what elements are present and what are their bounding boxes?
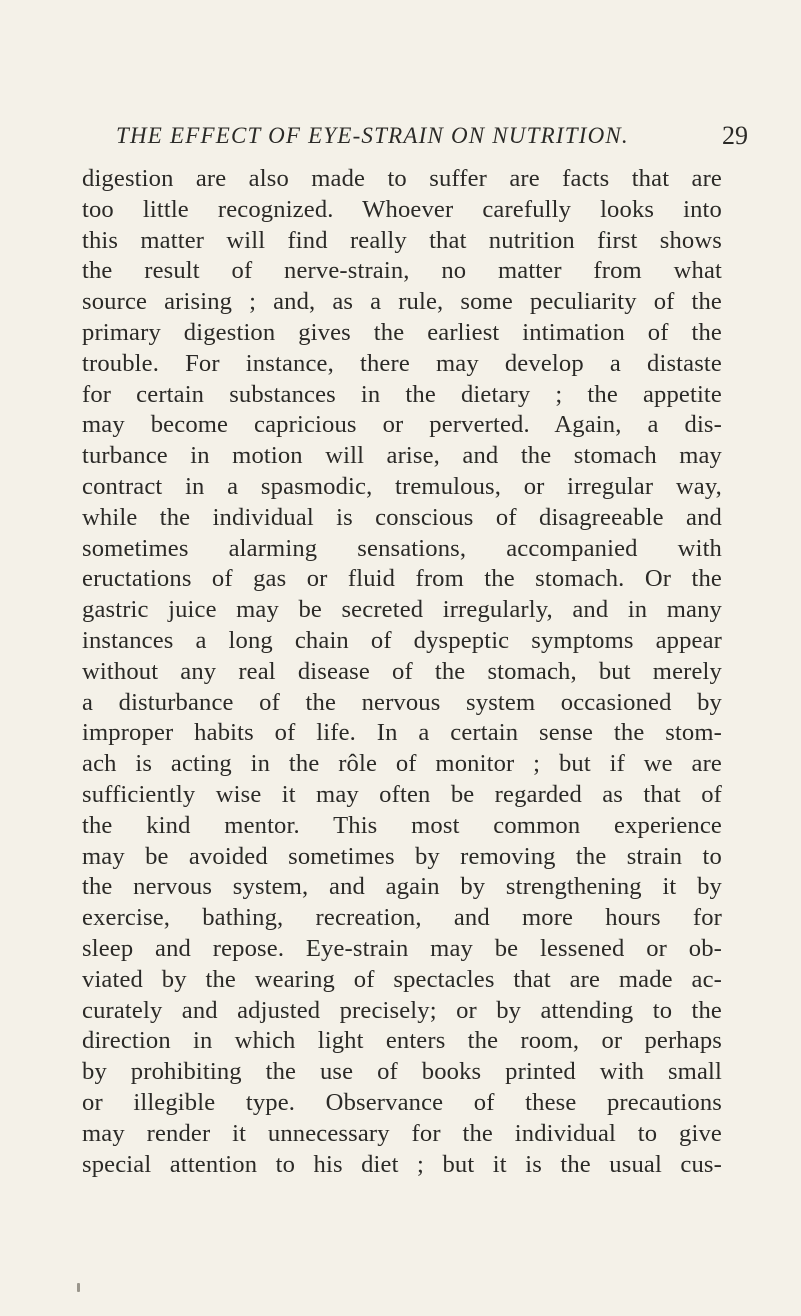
text-line: direction in which light enters the room, or perhaps [82,1027,722,1055]
running-title: THE EFFECT OF EYE-STRAIN ON NUTRITION. [116,123,629,148]
text-line: trouble. For instance, there may develop a distaste [82,349,722,377]
text-line: sleep and repose. Eye-strain may be lessened or ob- [82,934,722,962]
text-line: turbance in motion will arise, and the stomach may [82,442,722,470]
text-line: may be avoided sometimes by removing the strain to [82,842,722,870]
paper-speck [77,1283,80,1292]
text-line: without any real disease of the stomach, but merely [82,657,722,685]
body-text [82,164,722,1180]
text-line: sometimes alarming sensations, accompanied with [82,534,722,562]
text-line: by prohibiting the use of books printed with small [82,1058,722,1086]
text-line: while the individual is conscious of disagreeable and [82,503,722,531]
text-line: too little recognized. Whoever carefully looks into [82,195,722,223]
text-line: for certain substances in the dietary ; the appetite [82,380,722,408]
text-line: special attention to his diet ; but it is the usual cus- [82,1150,722,1178]
text-line: sufficiently wise it may often be regarded as that of [82,780,722,808]
text-line: curately and adjusted precisely; or by attending to the [82,996,722,1024]
text-line: eructations of gas or fluid from the stomach. Or the [82,565,722,593]
text-line: may render it unnecessary for the individual to give [82,1119,722,1147]
text-line: this matter will find really that nutrition first shows [82,226,722,254]
text-line: the result of nerve-strain, no matter from what [82,257,722,285]
text-line: primary digestion gives the earliest intimation of the [82,318,722,346]
text-line: a disturbance of the nervous system occasioned by [82,688,722,716]
text-line: the nervous system, and again by strengthening it by [82,873,722,901]
text-line: viated by the wearing of spectacles that are made ac- [82,965,722,993]
text-line: digestion are also made to suffer are facts that are [82,165,722,192]
page-number: 29 [722,121,748,150]
text-line: or illegible type. Observance of these precautions [82,1088,722,1116]
text-line: improper habits of life. In a certain sense the stom- [82,719,722,747]
text-line: gastric juice may be secreted irregularly, and in many [82,596,722,624]
text-line: the kind mentor. This most common experience [82,811,722,839]
text-line: exercise, bathing, recreation, and more hours for [82,904,722,932]
text-line: may become capricious or perverted. Again, a dis- [82,411,722,439]
running-head [116,122,716,150]
text-line: source arising ; and, as a rule, some peculiarity of the [82,288,722,316]
text-line: instances a long chain of dyspeptic symptoms appear [82,626,722,654]
text-line: ach is acting in the rôle of monitor ; but if we are [82,750,722,778]
text-line: contract in a spasmodic, tremulous, or irregular way, [82,472,722,500]
